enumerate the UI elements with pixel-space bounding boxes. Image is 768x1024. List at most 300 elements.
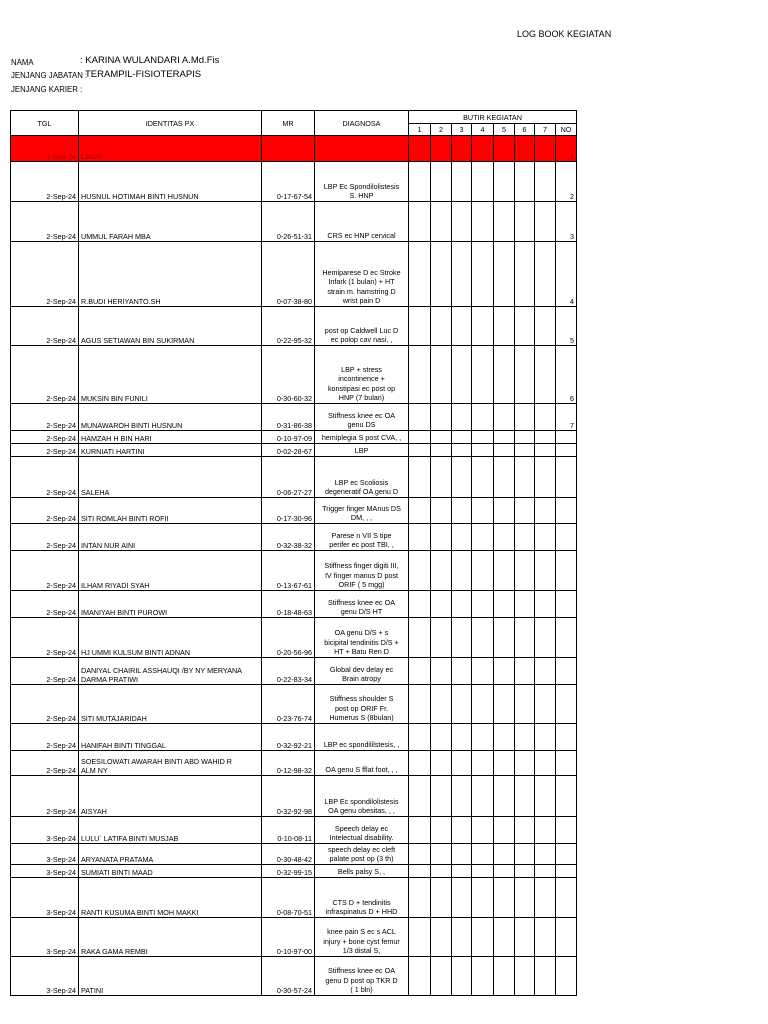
field-jenjang-jabatan [11,69,202,80]
cell-butir-4 [472,957,494,996]
cell-butir-4 [472,431,494,444]
cell-butir-2 [431,751,452,776]
cell-butir-4 [472,844,494,865]
cell-butir-2 [431,551,452,591]
cell-butir-5 [494,918,515,957]
field-jenjang-karier [11,84,84,94]
cell-butir-1 [409,498,431,524]
cell-diagnosa [315,431,409,444]
cell-butir-5 [494,844,515,865]
diagnosa-line: LBP ec Scoliosis [334,477,389,487]
cell-butir-5 [494,724,515,751]
table-row [11,724,577,751]
identitas-line: SITI ROMLAH BINTI ROFII [81,514,169,523]
cell-butir-7 [535,242,556,307]
cell-butir-4 [472,524,494,551]
identitas-line: SOESILOWATI AWARAH BINTI ABD WAHID R [81,757,232,766]
cell-no [556,724,577,751]
table-row [11,498,577,524]
cell-butir-5 [494,957,515,996]
cell-butir-2 [431,658,452,685]
cell-butir-3 [452,957,472,996]
cell-butir-1 [409,724,431,751]
cell-butir-2 [431,878,452,918]
cell-diagnosa [315,404,409,431]
table-row [11,918,577,957]
cell-butir-5 [494,817,515,844]
cell-mr: 0-22-95-32 [262,307,315,346]
identitas-line: DANIYAL CHAIRIL ASSHAUQI /BY NY MERYANA [81,666,242,675]
cell-mr: 0-32-99-15 [262,865,315,878]
diagnosa-line: Speech delay ec [334,823,389,833]
cell-mr: 0-30-48-42 [262,844,315,865]
diagnosa-line: Stiffness knee ec OA [328,597,395,607]
cell-no [556,918,577,957]
cell-mr: 0-30-57-24 [262,957,315,996]
cell-butir-2 [431,957,452,996]
cell-diagnosa [315,844,409,865]
cell-butir-2 [431,202,452,242]
cell-butir-3 [452,524,472,551]
cell-butir-1 [409,817,431,844]
diagnosa-line: palate post op (3 th) [329,854,394,864]
cell-butir-5 [494,618,515,658]
identitas-line: ARYANATA PRATAMA [81,855,154,864]
cell-tgl: 2-Sep-24 [11,457,79,498]
diagnosa-line: Infark (1 bulan) + HT [328,277,395,287]
cell-mr: 0-17-67-54 [262,162,315,202]
table-row [11,658,577,685]
cell-no [556,551,577,591]
identitas-line: ALM NY [81,766,108,775]
cell-tgl: 3-Sep-24 [11,817,79,844]
cell-butir-3 [452,751,472,776]
cell-butir-5 [494,444,515,457]
cell-butir-1 [409,346,431,404]
field-jenjang-karier-value: : [80,84,83,94]
cell-butir-5 [494,162,515,202]
identitas-line: INTAN NUR AINI [81,541,136,550]
cell-butir-6 [515,878,535,918]
cell-butir-1 [409,844,431,865]
cell-butir-3 [452,242,472,307]
cell-identitas [79,346,262,404]
cell-butir-6 [515,431,535,444]
diagnosa-line: LBP Ec spondilolistesis [324,796,399,806]
cell-butir-5 [494,498,515,524]
cell-butir-4 [472,307,494,346]
diagnosa-line: knee pain S ec s ACL [327,927,396,937]
diagnosa-line: LBP + stress [341,364,382,374]
cell-no [556,524,577,551]
diagnosa-line: post op Caldwell Luc D [324,325,399,335]
cell-tgl: 2-Sep-24 [11,346,79,404]
cell-butir-4 [472,404,494,431]
cell-butir-2 [431,307,452,346]
cell-no: 1 [556,136,577,162]
cell-diagnosa [315,444,409,457]
cell-diagnosa [315,865,409,878]
col-header-butir-7: 7 [535,124,556,136]
cell-butir-1 [409,524,431,551]
cell-butir-3 [452,724,472,751]
table-row [11,444,577,457]
cell-butir-3 [452,307,472,346]
cell-butir-7 [535,457,556,498]
diagnosa-line: Stiffness finger digiti III, [324,561,399,571]
cell-tgl: 2-Sep-24 [11,524,79,551]
cell-identitas [79,685,262,724]
diagnosa-line: OA genu S fflat foot, , , [325,765,398,775]
cell-mr: 0-07-38-80 [262,242,315,307]
table-row [11,457,577,498]
cell-identitas [79,457,262,498]
cell-butir-7 [535,685,556,724]
diagnosa-line: IV finger manus D post [324,570,399,580]
cell-diagnosa [315,724,409,751]
cell-butir-2 [431,591,452,618]
identitas-line: ILHAM RIYADI SYAH [81,581,150,590]
cell-butir-7 [535,404,556,431]
identitas-line: IMANIYAH BINTI PUROWI [81,608,168,617]
cell-tgl: 2-Sep-24 [11,404,79,431]
identitas-line: RANTI KUSUMA BINTI MOH MAKKI [81,908,199,917]
cell-butir-5 [494,431,515,444]
cell-tgl: 2-Sep-24 [11,618,79,658]
cell-no: 3 [556,202,577,242]
cell-mr: 0-26-51-31 [262,202,315,242]
cell-identitas [79,162,262,202]
col-header-butir-3: 3 [452,124,472,136]
cell-butir-1 [409,162,431,202]
diagnosa-line: hemiplegia S post CVA, , [321,433,402,443]
cell-identitas [79,307,262,346]
cell-butir-1 [409,551,431,591]
cell-identitas [79,242,262,307]
diagnosa-line: Humerus S (8bulan) [329,713,394,723]
cell-no: 2 [556,162,577,202]
field-nama [11,55,220,67]
identitas-line: HUSNUL HOTIMAH BINTI HUSNUN [81,192,199,201]
cell-diagnosa [315,457,409,498]
cell-no [556,431,577,444]
diagnosa-line: Parese n VII S tipe [331,530,392,540]
cell-diagnosa [315,242,409,307]
diagnosa-line: degeneratif OA genu D [324,487,399,497]
identitas-line: KURNIATI HARTINI [81,447,145,456]
cell-mr: 0-23-76-74 [262,685,315,724]
cell-diagnosa [315,202,409,242]
table-row [11,524,577,551]
cell-mr: 0-06-27-27 [262,457,315,498]
cell-diagnosa [315,817,409,844]
cell-tgl: 1-Sep-24 [11,136,79,162]
cell-butir-7 [535,202,556,242]
table-row [11,202,577,242]
cell-no: 7 [556,404,577,431]
diagnosa-line: ORIF ( 5 mgg) [338,580,385,590]
diagnosa-line: HT + Batu Ren D [334,647,389,657]
diagnosa-line: LBP [354,446,369,456]
diagnosa-line: injury + bone cyst femur [323,936,400,946]
cell-butir-5 [494,457,515,498]
cell-butir-1 [409,957,431,996]
cell-identitas [79,431,262,444]
cell-butir-2 [431,618,452,658]
cell-butir-7 [535,307,556,346]
table-row [11,307,577,346]
identitas-line: HANIFAH BINTI TINGGAL [81,741,166,750]
cell-butir-2 [431,346,452,404]
cell-butir-1 [409,918,431,957]
cell-no [556,498,577,524]
cell-butir-1 [409,751,431,776]
cell-diagnosa [315,957,409,996]
diagnosa-line: incontinence + [338,374,385,384]
cell-butir-6 [515,498,535,524]
diagnosa-line: speech delay ec cleft [327,844,396,854]
col-header-tgl: TGL [11,111,79,136]
cell-butir-7 [535,498,556,524]
cell-butir-5 [494,591,515,618]
cell-tgl: 3-Sep-24 [11,878,79,918]
cell-no [556,457,577,498]
cell-butir-2 [431,162,452,202]
cell-butir-3 [452,404,472,431]
cell-tgl: 3-Sep-24 [11,957,79,996]
cell-butir-3 [452,444,472,457]
cell-butir-2 [431,457,452,498]
cell-butir-7 [535,524,556,551]
cell-butir-3 [452,202,472,242]
cell-no [556,618,577,658]
identitas-line: SALEHA [81,488,110,497]
table-row [11,162,577,202]
cell-tgl: 2-Sep-24 [11,307,79,346]
identitas-line: DARMA PRATIWI [81,675,138,684]
diagnosa-line: Trigger finger MAnus DS [322,503,401,513]
table-row [11,404,577,431]
table-row [11,431,577,444]
cell-diagnosa [315,658,409,685]
cell-identitas [79,202,262,242]
cell-butir-6 [515,136,535,162]
cell-butir-6 [515,865,535,878]
cell-butir-2 [431,817,452,844]
cell-butir-6 [515,751,535,776]
diagnosa-line: genu D post op TKR D [325,975,398,985]
cell-no [556,685,577,724]
cell-butir-4 [472,724,494,751]
cell-tgl: 2-Sep-24 [11,751,79,776]
cell-diagnosa [315,751,409,776]
identitas-line: RAKA GAMA REMBI [81,947,148,956]
cell-no [556,878,577,918]
col-header-butir-6: 6 [515,124,535,136]
cell-tgl: 2-Sep-24 [11,724,79,751]
cell-butir-1 [409,591,431,618]
diagnosa-line: ( 1 bln) [350,985,373,995]
cell-butir-6 [515,658,535,685]
cell-butir-4 [472,498,494,524]
identitas-line: SUMIATI BINTI MAAD [81,868,153,877]
cell-butir-7 [535,346,556,404]
cell-tgl: 2-Sep-24 [11,776,79,817]
identitas-line: HAMZAH H BIN HARI [81,434,152,443]
cell-identitas [79,551,262,591]
cell-identitas [79,957,262,996]
cell-tgl: 2-Sep-24 [11,202,79,242]
cell-butir-1 [409,202,431,242]
cell-butir-7 [535,658,556,685]
cell-diagnosa [315,307,409,346]
cell-no [556,591,577,618]
cell-no [556,844,577,865]
diagnosa-line: konstipasi ec post op [327,383,396,393]
cell-butir-3 [452,918,472,957]
cell-butir-4 [472,242,494,307]
cell-butir-3 [452,844,472,865]
cell-butir-6 [515,918,535,957]
cell-butir-6 [515,591,535,618]
cell-diagnosa [315,551,409,591]
cell-diagnosa [315,918,409,957]
cell-no [556,658,577,685]
cell-tgl: 2-Sep-24 [11,162,79,202]
cell-butir-4 [472,202,494,242]
cell-butir-6 [515,551,535,591]
table-row [11,551,577,591]
cell-butir-4 [472,817,494,844]
cell-butir-5 [494,346,515,404]
cell-butir-5 [494,551,515,591]
diagnosa-line: Intelectual disability. [329,833,394,843]
cell-butir-2 [431,444,452,457]
cell-butir-2 [431,404,452,431]
cell-butir-6 [515,618,535,658]
cell-butir-3 [452,162,472,202]
cell-tgl: 2-Sep-24 [11,431,79,444]
cell-no [556,444,577,457]
cell-butir-6 [515,817,535,844]
cell-butir-5 [494,865,515,878]
cell-butir-5 [494,776,515,817]
cell-butir-4 [472,591,494,618]
cell-butir-1 [409,307,431,346]
cell-diagnosa [315,346,409,404]
diagnosa-line: OA genu obesitas, , , [328,806,395,816]
cell-butir-6 [515,524,535,551]
cell-butir-3 [452,136,472,162]
cell-butir-6 [515,844,535,865]
cell-diagnosa [315,524,409,551]
cell-no [556,776,577,817]
diagnosa-line: HNP (7 bulan) [338,393,385,403]
cell-mr: 0-08-70-51 [262,878,315,918]
cell-identitas [79,524,262,551]
identitas-line: UMMUL FARAH MBA [81,232,151,241]
cell-tgl: 2-Sep-24 [11,658,79,685]
cell-butir-3 [452,591,472,618]
cell-butir-1 [409,618,431,658]
cell-butir-7 [535,551,556,591]
cell-butir-1 [409,865,431,878]
cell-mr: 0-20-56-96 [262,618,315,658]
identitas-line: AISYAH [81,807,107,816]
diagnosa-line: genu DS [347,420,376,430]
cell-butir-1 [409,404,431,431]
cell-identitas [79,878,262,918]
cell-butir-7 [535,751,556,776]
cell-mr: 0-31-86-38 [262,404,315,431]
cell-identitas [79,658,262,685]
col-header-butir-4: 4 [472,124,494,136]
cell-mr: 0-22-83-34 [262,658,315,685]
diagnosa-line: Hemiparese D ec Stroke [322,267,401,277]
table-row [11,878,577,918]
cell-identitas [79,844,262,865]
cell-butir-6 [515,724,535,751]
cell-butir-5 [494,202,515,242]
table-row [11,865,577,878]
cell-no [556,957,577,996]
cell-butir-2 [431,918,452,957]
cell-butir-4 [472,776,494,817]
cell-tgl: 3-Sep-24 [11,918,79,957]
cell-butir-2 [431,724,452,751]
cell-butir-4 [472,162,494,202]
col-header-butir-5: 5 [494,124,515,136]
cell-identitas [79,591,262,618]
cell-butir-3 [452,865,472,878]
cell-butir-7 [535,444,556,457]
cell-butir-4 [472,878,494,918]
table-row [11,776,577,817]
diagnosa-line: Brain atropy [342,674,381,684]
diagnosa-line: OA genu D/S + s [334,628,389,638]
field-jenjang-jabatan-value: TERAMPIL-FISIOTERAPIS [85,69,202,80]
diagnosa-line: S. HNP [349,191,374,201]
identitas-line: PATINI [81,986,104,995]
diagnosa-line: Stiffness knee ec OA [328,410,395,420]
cell-mr: 0-10-97-09 [262,431,315,444]
identitas-line: LULU` LATIFA BINTI MUSJAB [81,834,179,843]
diagnosa-line: LBP ec spondililstesis, , [323,740,400,750]
col-header-butir-1: 1 [409,124,431,136]
diagnosa-line: wrist pain D [342,296,381,306]
cell-butir-2 [431,242,452,307]
cell-butir-7 [535,776,556,817]
cell-butir-6 [515,957,535,996]
table-row [11,618,577,658]
cell-butir-1 [409,658,431,685]
cell-butir-6 [515,457,535,498]
cell-diagnosa [315,776,409,817]
cell-butir-5 [494,658,515,685]
cell-butir-1 [409,457,431,498]
identitas-line: HJ UMMI KULSUM BINTI ADNAN [81,648,191,657]
cell-butir-4 [472,618,494,658]
diagnosa-line: LBP Ec Spondilolistesis [323,181,400,191]
cell-no [556,751,577,776]
cell-butir-4 [472,457,494,498]
cell-butir-7 [535,957,556,996]
cell-identitas [79,776,262,817]
cell-butir-4 [472,865,494,878]
cell-tgl: 3-Sep-24 [11,865,79,878]
cell-diagnosa [315,878,409,918]
cell-tgl: 2-Sep-24 [11,551,79,591]
